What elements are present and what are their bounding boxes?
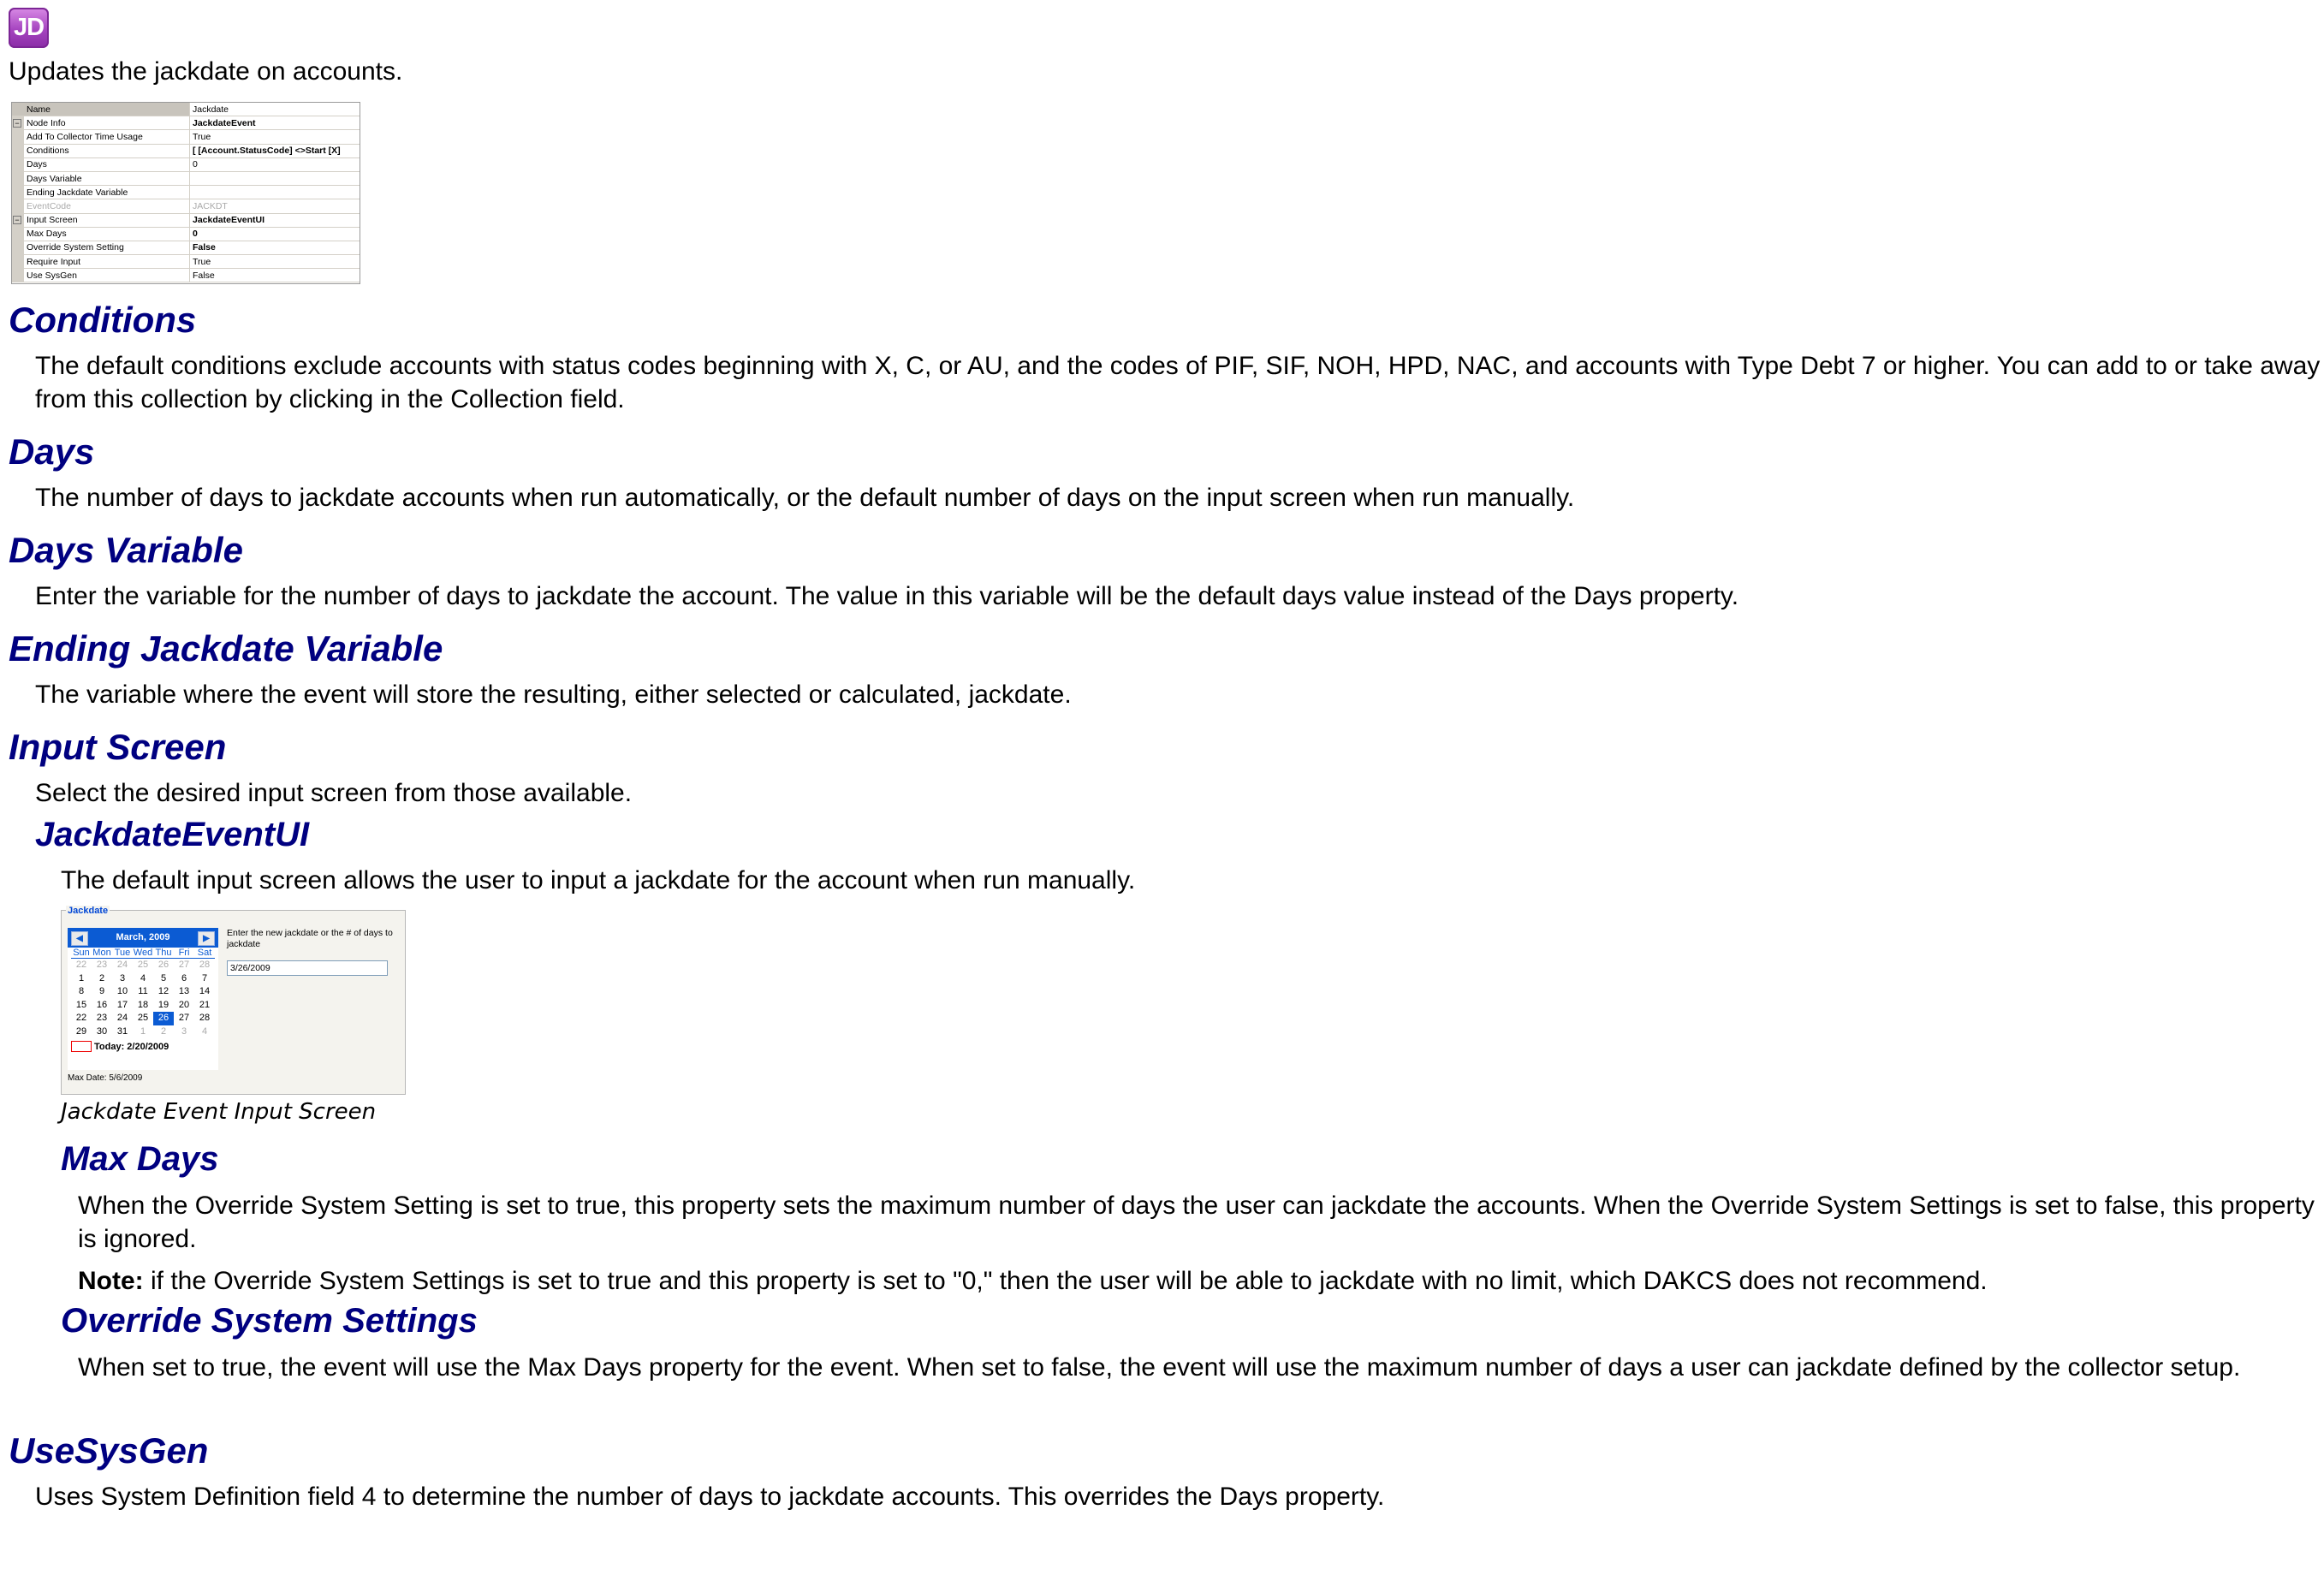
row-gutter <box>12 103 24 116</box>
jd-event-icon: JD <box>9 8 49 48</box>
property-name: Input Screen <box>24 213 190 227</box>
calendar-day[interactable]: 1 <box>140 1025 146 1037</box>
property-value[interactable] <box>190 171 360 185</box>
calendar-day[interactable]: 27 <box>178 1013 190 1023</box>
property-value[interactable]: True <box>190 130 360 144</box>
property-name: EventCode <box>24 199 190 213</box>
calendar-day[interactable]: 7 <box>201 972 208 984</box>
input-screen-text: Select the desired input screen from those available. <box>35 779 633 807</box>
calendar-day[interactable]: 25 <box>137 1013 149 1023</box>
right-arrow-icon[interactable]: ▶ <box>198 931 215 946</box>
calendar-day[interactable]: 4 <box>140 972 146 984</box>
row-gutter <box>12 213 24 227</box>
calendar-week <box>71 1012 215 1025</box>
calendar-day[interactable]: 24 <box>116 960 128 970</box>
property-row[interactable] <box>12 171 360 185</box>
calendar-day[interactable]: 29 <box>75 1025 87 1037</box>
heading-usesysgen: UseSysGen <box>9 1430 209 1471</box>
calendar-week <box>71 972 215 986</box>
calendar-week <box>71 985 215 999</box>
calendar-day[interactable]: 27 <box>178 960 190 970</box>
calendar-day[interactable]: 28 <box>199 1013 211 1023</box>
row-gutter <box>12 241 24 254</box>
property-name: Max Days <box>24 227 190 241</box>
calendar-today[interactable] <box>71 1041 215 1052</box>
calendar-day[interactable]: 4 <box>201 1025 208 1037</box>
collapse-icon[interactable]: − <box>13 216 21 224</box>
row-gutter <box>12 255 24 269</box>
property-name: Conditions <box>24 144 190 157</box>
property-value[interactable]: JACKDT <box>190 199 360 213</box>
row-gutter <box>12 144 24 157</box>
property-name: Node Info <box>24 116 190 130</box>
calendar-day[interactable]: 8 <box>78 986 85 996</box>
property-name: Name <box>24 103 190 116</box>
weekday-label: Sun <box>73 948 90 958</box>
calendar[interactable] <box>68 928 218 1070</box>
heading-conditions: Conditions <box>9 300 197 340</box>
weekday-label: Mon <box>92 948 111 958</box>
row-gutter <box>12 157 24 171</box>
figure-caption: Jackdate Event Input Screen <box>61 1099 377 1125</box>
calendar-day[interactable]: 26 <box>153 1012 174 1025</box>
calendar-day[interactable]: 23 <box>96 960 108 970</box>
property-value[interactable]: False <box>190 241 360 254</box>
property-value[interactable] <box>190 186 360 199</box>
calendar-day[interactable]: 25 <box>137 960 149 970</box>
calendar-day[interactable]: 14 <box>199 986 211 996</box>
property-name: Require Input <box>24 255 190 269</box>
property-row[interactable] <box>12 269 360 282</box>
calendar-day[interactable]: 11 <box>138 986 148 996</box>
jackdate-input[interactable]: 3/26/2009 <box>227 960 388 976</box>
max-days-note <box>78 1264 2321 1298</box>
ending-jackdate-variable-text: The variable where the event will store the resulting, either selected or calculated, jackdate. <box>35 680 1072 709</box>
calendar-day[interactable]: 1 <box>78 972 85 984</box>
calendar-month-label: March, 2009 <box>116 932 170 942</box>
note-text: if the Override System Settings is set to true and this property is set to "0," then the user will be able to jackdate with no limit, which DAKCS does not recommend. <box>143 1267 1988 1295</box>
max-date-label: Max Date: 5/6/2009 <box>68 1073 143 1083</box>
calendar-weekdays <box>71 948 215 959</box>
today-marker-icon <box>71 1041 92 1052</box>
calendar-day[interactable]: 20 <box>178 999 190 1010</box>
property-name: Override System Setting <box>24 241 190 254</box>
weekday-label: Tue <box>114 948 131 958</box>
row-gutter <box>12 269 24 282</box>
property-row[interactable] <box>12 227 360 241</box>
calendar-day[interactable]: 2 <box>160 1025 167 1037</box>
property-row[interactable] <box>12 157 360 171</box>
calendar-day[interactable]: 3 <box>181 1025 187 1037</box>
property-row[interactable] <box>12 116 360 130</box>
property-name: Days Variable <box>24 171 190 185</box>
row-gutter <box>12 116 24 130</box>
property-value[interactable]: 0 <box>190 157 360 171</box>
conditions-text: The default conditions exclude accounts with status codes beginning with X, C, or AU, and the codes of PIF, SIF, NOH, HPD, NAC, and accounts with Type Debt 7 or higher. You can add to or take away from this collection by clicking in the Collection field. <box>35 352 2321 413</box>
heading-override-system-settings: Override System Settings <box>61 1302 478 1340</box>
calendar-week <box>71 959 215 972</box>
calendar-day[interactable]: 2 <box>98 972 105 984</box>
calendar-day[interactable]: 13 <box>178 986 190 996</box>
heading-input-screen: Input Screen <box>9 727 227 767</box>
weekday-label: Thu <box>155 948 172 958</box>
weekday-label: Sat <box>197 948 212 958</box>
property-value[interactable]: JackdateEventUI <box>190 213 360 227</box>
row-gutter <box>12 171 24 185</box>
property-value[interactable]: 0 <box>190 227 360 241</box>
days-text: The number of days to jackdate accounts when run automatically, or the default number of days on the input screen when run manually. <box>35 484 1575 512</box>
collapse-icon[interactable]: − <box>13 119 21 128</box>
calendar-day[interactable]: 12 <box>158 986 169 996</box>
property-value[interactable]: Jackdate <box>190 103 360 116</box>
row-gutter <box>12 186 24 199</box>
calendar-day[interactable]: 10 <box>116 986 128 996</box>
property-row[interactable] <box>12 255 360 269</box>
calendar-week <box>71 999 215 1013</box>
calendar-day[interactable]: 28 <box>199 960 211 970</box>
heading-days: Days <box>9 431 95 472</box>
calendar-day[interactable]: 24 <box>116 1013 128 1023</box>
jackdate-input-screen <box>61 906 406 1095</box>
jackdate-legend: Jackdate <box>68 906 109 916</box>
note-label: Note: <box>78 1267 144 1295</box>
intro-text: Updates the jackdate on accounts. <box>9 57 403 86</box>
row-gutter <box>12 130 24 144</box>
days-variable-text: Enter the variable for the number of days to jackdate the account. The value in this variable will be the default days value instead of the Days property. <box>35 582 1739 610</box>
weekday-label: Wed <box>133 948 153 958</box>
calendar-day[interactable]: 30 <box>96 1025 108 1037</box>
override-system-settings-text: When set to true, the event will use the Max Days property for the event. When set to false, the event will use the maximum number of days a user can jackdate defined by the collector setup. <box>78 1353 2241 1382</box>
property-row[interactable] <box>12 241 360 254</box>
property-row[interactable] <box>12 199 360 213</box>
jackdate-prompt: Enter the new jackdate or the # of days to jackdate <box>227 928 393 949</box>
calendar-day[interactable]: 5 <box>160 972 167 984</box>
calendar-day[interactable]: 6 <box>181 972 187 984</box>
row-gutter <box>12 227 24 241</box>
property-grid[interactable] <box>11 102 360 284</box>
row-gutter <box>12 199 24 213</box>
property-grid-table <box>12 103 360 282</box>
property-name: Add To Collector Time Usage <box>24 130 190 144</box>
left-arrow-icon[interactable]: ◀ <box>71 931 88 946</box>
calendar-day[interactable]: 15 <box>75 999 87 1010</box>
property-value[interactable]: [ [Account.StatusCode] <>Start [X] <box>190 144 360 157</box>
calendar-day[interactable]: 9 <box>98 986 105 996</box>
property-value[interactable]: False <box>190 269 360 282</box>
heading-ending-jackdate-variable: Ending Jackdate Variable <box>9 628 443 669</box>
property-row[interactable] <box>12 144 360 157</box>
calendar-day[interactable]: 17 <box>116 999 128 1010</box>
weekday-label: Fri <box>178 948 190 958</box>
calendar-day[interactable]: 16 <box>96 999 108 1010</box>
calendar-day[interactable]: 22 <box>75 1013 87 1023</box>
heading-max-days: Max Days <box>61 1140 219 1178</box>
property-value[interactable]: JackdateEvent <box>190 116 360 130</box>
calendar-day[interactable]: 19 <box>158 999 169 1010</box>
property-value[interactable]: True <box>190 255 360 269</box>
property-name: Ending Jackdate Variable <box>24 186 190 199</box>
property-row[interactable] <box>12 103 360 116</box>
calendar-day[interactable]: 26 <box>158 960 169 970</box>
property-row[interactable] <box>12 130 360 144</box>
calendar-day[interactable]: 22 <box>75 960 87 970</box>
heading-jackdate-event-ui: JackdateEventUI <box>35 816 310 853</box>
jackdate-event-ui-text: The default input screen allows the user to input a jackdate for the account when run manually. <box>61 866 1136 894</box>
calendar-day[interactable]: 3 <box>119 972 126 984</box>
property-row[interactable] <box>12 186 360 199</box>
calendar-header <box>68 928 218 948</box>
today-label: Today: 2/20/2009 <box>94 1041 169 1052</box>
calendar-day[interactable]: 23 <box>96 1013 108 1023</box>
property-row[interactable] <box>12 213 360 227</box>
heading-days-variable: Days Variable <box>9 530 243 570</box>
calendar-day[interactable]: 21 <box>199 999 211 1010</box>
calendar-days <box>68 959 218 1038</box>
property-name: Use SysGen <box>24 269 190 282</box>
max-days-text: When the Override System Setting is set to true, this property sets the maximum number of days the user can jackdate the accounts. When the Override System Settings is set to false, this property is ignored. <box>78 1192 2315 1253</box>
usesysgen-text: Uses System Definition field 4 to determine the number of days to jackdate accounts. This overrides the Days property. <box>35 1483 1385 1511</box>
calendar-day[interactable]: 31 <box>116 1025 128 1037</box>
calendar-day[interactable]: 18 <box>137 999 149 1010</box>
calendar-week <box>71 1025 215 1039</box>
property-name: Days <box>24 157 190 171</box>
